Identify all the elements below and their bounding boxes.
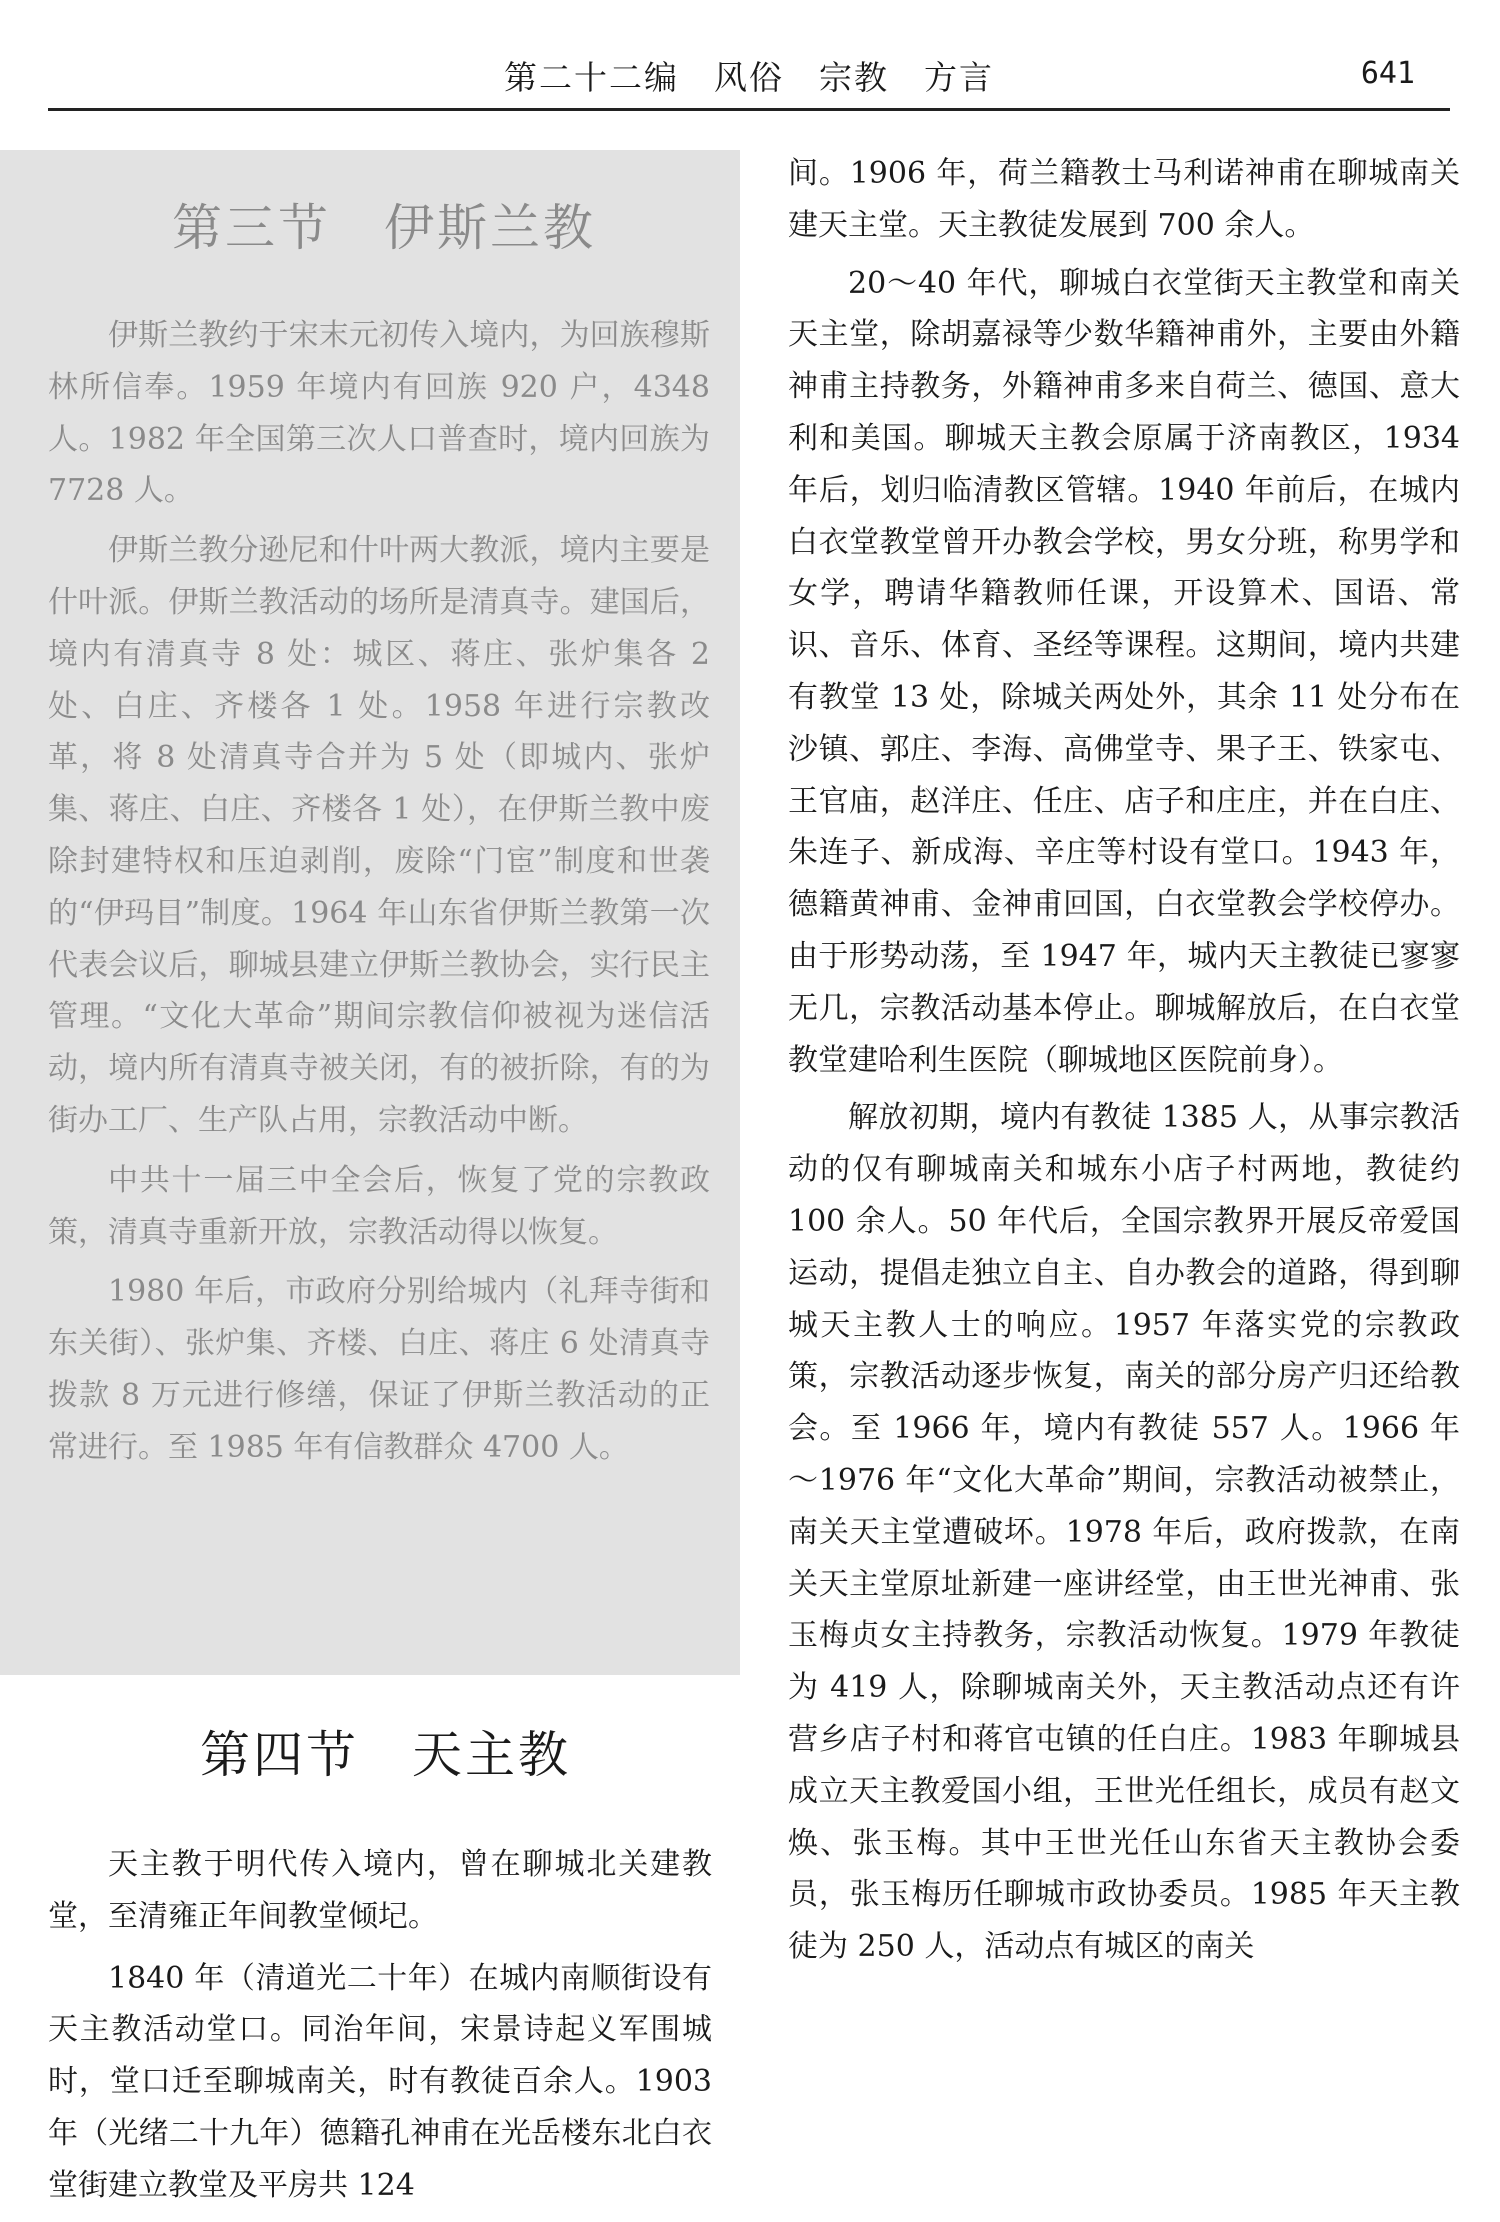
paragraph: 1980 年后，市政府分别给城内（礼拜寺街和东关街）、张炉集、齐楼、白庄、蒋庄 6 处清真寺拨款 8 万元进行修缮，保证了伊斯兰教活动的正常进行。至 1985 年有信教群众 4700 人。 — [48, 1274, 710, 1465]
section-catholic — [0, 1675, 712, 2212]
paragraph: 1840 年（清道光二十年）在城内南顺街设有天主教活动堂口。同治年间，宋景诗起义军围城时，堂口迁至聊城南关，时有教徒百余人。1903 年（光绪二十九年）德籍孔神甫在光岳楼东北白衣堂街建立教堂及平房共 124 — [48, 1960, 712, 2203]
page-header — [48, 48, 1450, 111]
paragraph: 解放初期，境内有教徒 1385 人，从事宗教活动的仅有聊城南关和城东小店子村两地，教徒约 100 余人。50 年代后，全国宗教界开展反帝爱国运动，提倡走独立自主、自办教会的道路，得到聊城天主教人士的响应。1957 年落实党的宗教政策，宗教活动逐步恢复，南关的部分房产归还给教会。至 1966 年，境内有教徒 557 人。1966 年～1976 年“文化大革命”期间，宗教活动被禁止，南关天主堂遭破坏。1978 年后，政府拨款，在南关天主堂原址新建一座讲经堂，由王世光神甫、张玉梅贞女主持教务，宗教活动恢复。1979 年教徒为 419 人，除聊城南关外，天主教活动点还有许营乡店子村和蒋官屯镇的任白庄。1983 年聊城县成立天主教爱国小组，王世光任组长，成员有赵文焕、张玉梅。其中王世光任山东省天主教协会委员，张玉梅历任聊城市政协委员。1985 年天主教徒为 250 人，活动点有城区的南关 — [788, 1100, 1460, 1965]
paragraph: 20～40 年代，聊城白衣堂街天主教堂和南关天主堂，除胡嘉禄等少数华籍神甫外，主要由外籍神甫主持教务，外籍神甫多来自荷兰、德国、意大利和美国。聊城天主教会原属于济南教区，1934 年后，划归临清教区管辖。1940 年前后，在城内白衣堂教堂曾开办教会学校，男女分班，称男学和女学，聘请华籍教师任课，开设算术、国语、常识、音乐、体育、圣经等课程。这期间，境内共建有教堂 13 处，除城关两处外，其余 11 处分布在沙镇、郭庄、李海、高佛堂寺、果子王、铁家屯、王官庙，赵洋庄、任庄、店子和庄庄，并在白庄、朱连子、新成海、辛庄等村设有堂口。1943 年，德籍黄神甫、金神甫回国，白衣堂教会学校停办。由于形势动荡，至 1947 年，城内天主教徒已寥寥无几，宗教活动基本停止。聊城解放后，在白衣堂教堂建哈利生医院（聊城地区医院前身）。 — [788, 265, 1460, 1078]
paragraph: 间。1906 年，荷兰籍教士马利诺神甫在聊城南关建天主堂。天主教徒发展到 700 余人。 — [788, 156, 1460, 243]
paragraph: 伊斯兰教分逊尼和什叶两大教派，境内主要是什叶派。伊斯兰教活动的场所是清真寺。建国后，境内有清真寺 8 处：城区、蒋庄、张炉集各 2 处、白庄、齐楼各 1 处。1958 年进行宗教改革，将 8 处清真寺合并为 5 处（即城内、张炉集、蒋庄、白庄、齐楼各 1 处），在伊斯兰教中废除封建特权和压迫剥削，废除“门宦”制度和世袭的“伊玛目”制度。1964 年山东省伊斯兰教第一次代表会议后，聊城县建立伊斯兰教协会，实行民主管理。“文化大革命”期间宗教信仰被视为迷信活动，境内所有清真寺被关闭，有的被折除，有的为街办工厂、生产队占用，宗教活动中断。 — [48, 533, 710, 1138]
section-islam-box — [0, 150, 740, 1675]
paragraph: 中共十一届三中全会后，恢复了党的宗教政策，清真寺重新开放，宗教活动得以恢复。 — [48, 1162, 710, 1250]
left-column — [0, 150, 740, 2222]
paragraph: 天主教于明代传入境内，曾在聊城北关建教堂，至清雍正年间教堂倾圮。 — [48, 1847, 712, 1934]
right-column — [788, 148, 1460, 1973]
page-number: 641 — [1360, 56, 1415, 91]
section-title-catholic: 第四节 天主教 — [200, 1726, 571, 1784]
section-title-islam: 第三节 伊斯兰教 — [172, 199, 596, 257]
chapter-title: 第二十二编 风俗 宗教 方言 — [504, 58, 994, 97]
paragraph: 伊斯兰教约于宋末元初传入境内，为回族穆斯林所信奉。1959 年境内有回族 920 户，4348 人。1982 年全国第三次人口普查时，境内回族为 7728 人。 — [48, 318, 710, 509]
